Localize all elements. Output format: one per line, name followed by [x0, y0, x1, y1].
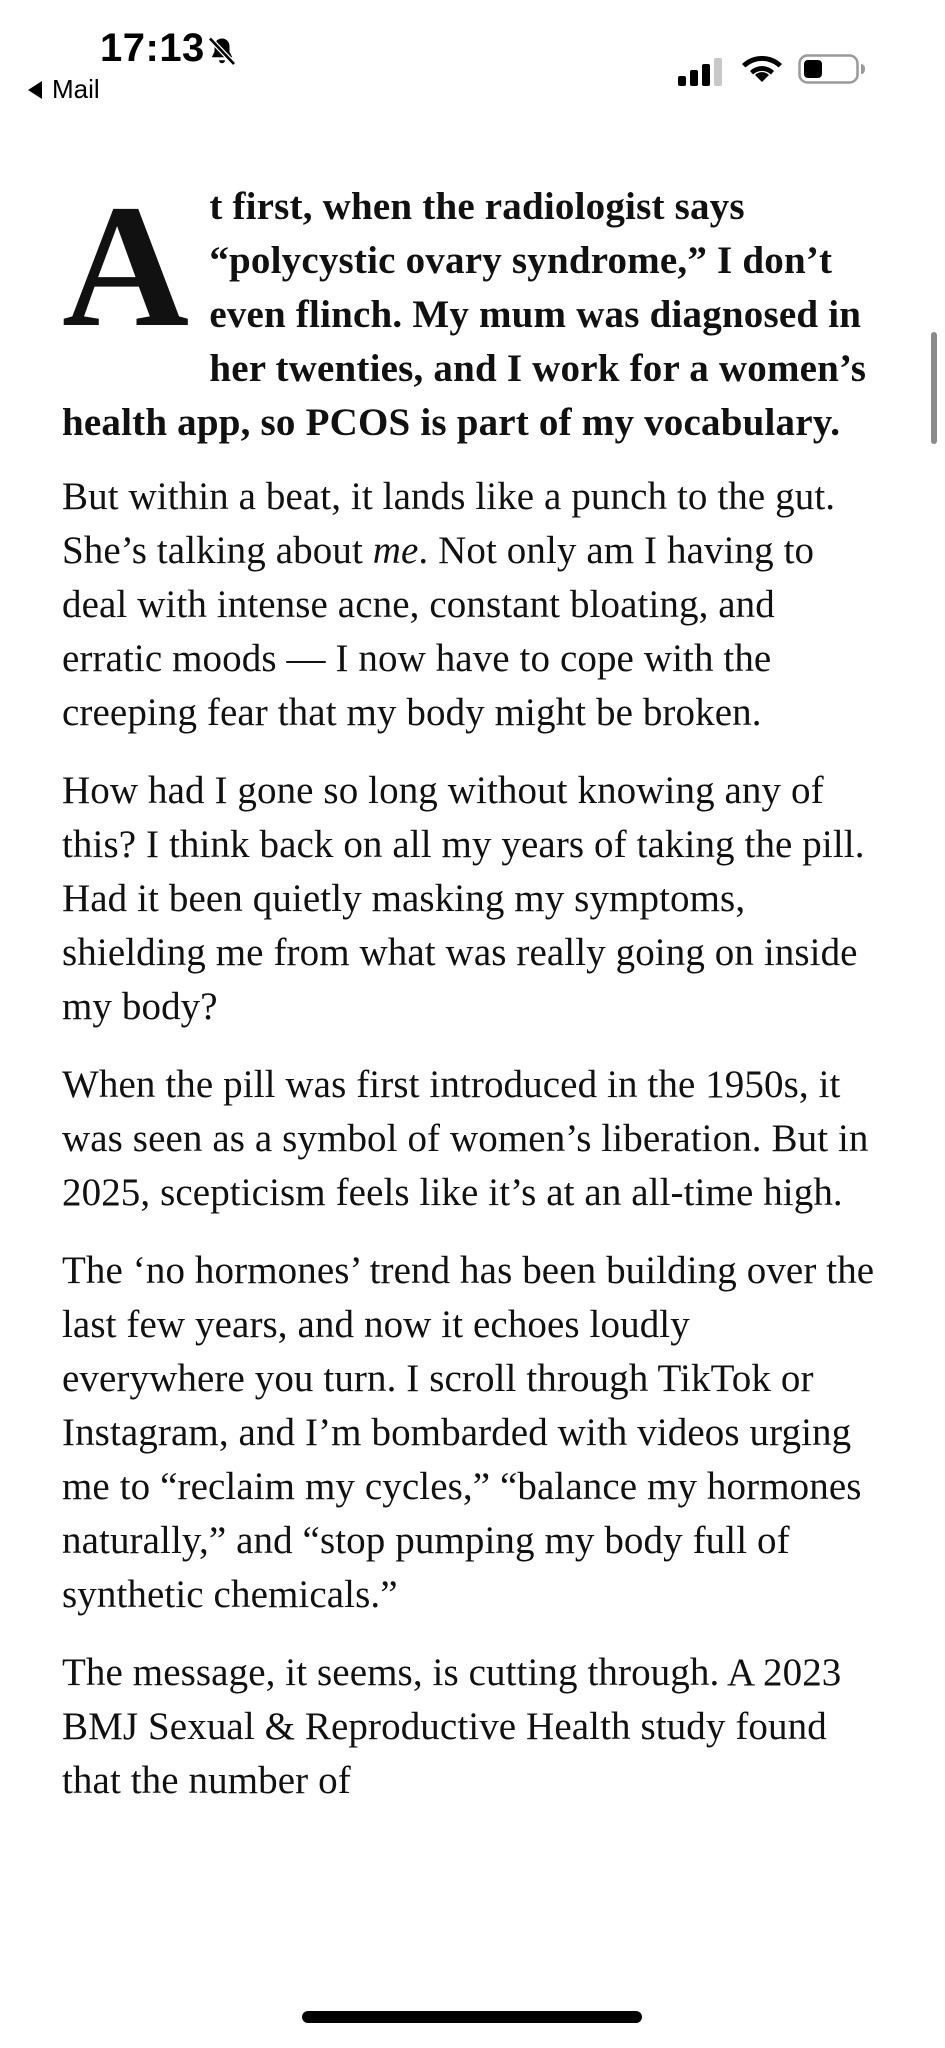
- paragraph-1-emphasis: me: [372, 529, 419, 572]
- wifi-icon: [740, 52, 784, 86]
- status-time: 17:13: [100, 26, 205, 70]
- back-to-mail-link[interactable]: [28, 74, 100, 105]
- back-label: Mail: [52, 74, 100, 104]
- home-indicator[interactable]: [302, 2011, 642, 2023]
- lead-paragraph: [62, 169, 882, 450]
- paragraph-3: When the pill was first introduced in the 1950s, it was seen as a symbol of women’s liberation. But in 2025, scepticism feels like it’s at an all-time high.: [62, 1063, 869, 1214]
- paragraph-1-after: . Not only am I having to deal with intense acne, constant bloating, and erratic moods — I now have to cope with the creeping fear that my body might be broken.: [62, 529, 815, 734]
- paragraph-1-before: But within a beat, it lands like a punch to the gut. She’s talking about: [62, 475, 836, 572]
- article-body: [62, 169, 882, 1832]
- cellular-signal-icon: [678, 58, 724, 86]
- paragraph-1: [62, 470, 882, 740]
- bell-slash-icon: [204, 34, 240, 70]
- back-arrow-icon: [28, 81, 42, 99]
- battery-icon: [798, 52, 866, 86]
- status-bar: [0, 0, 945, 110]
- paragraph-5: The message, it seems, is cutting through. A 2023 BMJ Sexual & Reproductive Health study found that the number of: [62, 1651, 842, 1802]
- drop-cap: A: [62, 169, 190, 364]
- paragraph-2: How had I gone so long without knowing any of this? I think back on all my years of taking the pill. Had it been quietly masking my symptoms, shielding me from what was really going on inside my body?: [62, 769, 865, 1028]
- lead-text: t first, when the radiologist says “polycystic ovary syndrome,” I don’t even flinch. My mum was diagnosed in her twenties, and I work for a women’s health app, so PCOS is part of my vocabulary.: [62, 185, 867, 444]
- scroll-indicator[interactable]: [931, 332, 937, 444]
- paragraph-4: The ‘no hormones’ trend has been building over the last few years, and now it echoes loudly everywhere you turn. I scroll through TikTok or Instagram, and I’m bombarded with videos urging me to “reclaim my cycles,” “balance my hormones naturally,” and “stop pumping my body full of synthetic chemicals.”: [62, 1249, 875, 1616]
